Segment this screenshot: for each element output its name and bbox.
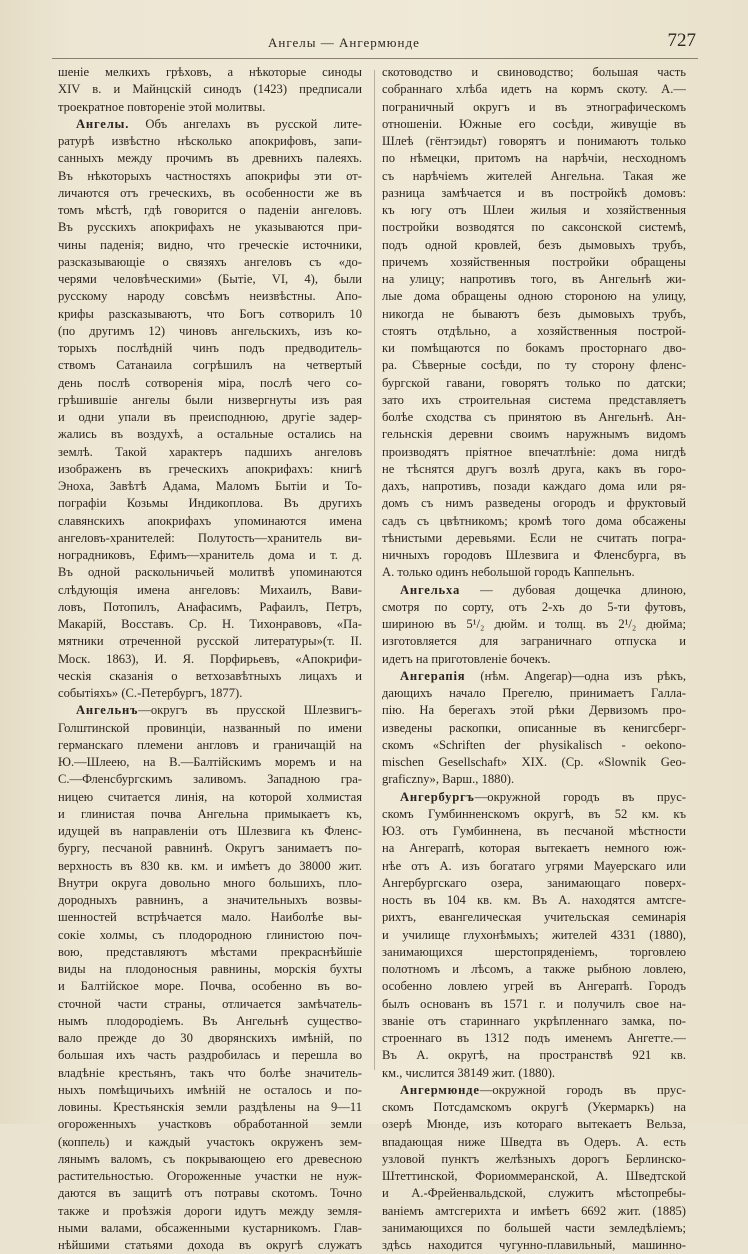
line-text: не тѣснятся другъ возлѣ друга, какъ въ горо- <box>382 461 686 476</box>
line-text: Голштинской провинціи, названный по имени <box>58 720 362 735</box>
text-line <box>382 219 686 236</box>
page-header <box>0 30 748 54</box>
text-line <box>382 357 686 374</box>
text-line <box>58 771 362 788</box>
line-text: собраннаго хлѣба идетъ на кормъ скоту. А.— <box>382 82 686 97</box>
line-text: никогда не бываютъ безъ дымовыхъ трубъ, <box>382 306 686 321</box>
text-line <box>58 254 362 271</box>
text-line <box>58 375 362 392</box>
line-text: лые дома обращены одною стороною на улицу, <box>382 289 686 304</box>
line-text: Въ одной раскольничьей молитвѣ упоминаются <box>58 565 362 580</box>
text-line <box>58 81 362 98</box>
line-text: и А.-Фрейенвальдской, служитъ мѣстопребы- <box>382 1186 686 1201</box>
text-line <box>382 288 686 305</box>
text-line <box>382 702 686 719</box>
text-line <box>382 1065 686 1082</box>
line-text: Внутри округа довольно много большихъ, пло- <box>58 875 362 890</box>
text-line <box>382 306 686 323</box>
line-text: бургской гавани, говорятъ только по датски; <box>382 375 686 390</box>
header-rule <box>52 58 698 59</box>
line-text: Шлеѣ (гёнтэидьт) говорятъ и понимаютъ только <box>382 134 686 148</box>
text-line <box>58 392 362 409</box>
text-line <box>382 1203 686 1220</box>
line-text: и одни упали въ преисподнюю, другіе задер- <box>58 410 362 424</box>
text-line <box>382 875 686 892</box>
text-line <box>58 720 362 737</box>
text-line <box>58 737 362 754</box>
text-line <box>382 789 686 806</box>
text-line <box>58 823 362 840</box>
line-text: разница замѣчается и въ постройкѣ домовъ: <box>382 185 686 200</box>
text-line <box>382 478 686 495</box>
text-line <box>58 806 362 823</box>
line-text: ра. Сѣверные сосѣди, по ту сторону фленс- <box>382 358 686 373</box>
line-text: скотоводство и свиноводство; большая часть <box>382 65 686 79</box>
text-line <box>58 1065 362 1082</box>
line-text: славянскихъ апокрифахъ упоминаются имена <box>58 513 362 528</box>
text-line <box>58 840 362 857</box>
line-text: озерѣ Мюнде, изъ котораго вытекаетъ Вельза, <box>382 1117 686 1132</box>
text-line <box>382 961 686 978</box>
text-line <box>382 323 686 340</box>
line-text: личаются отъ греческихъ, въ особенности же въ <box>58 185 362 200</box>
text-line <box>382 150 686 167</box>
line-text: лянымъ валомъ, съ покрывающею его древесною <box>58 1151 362 1166</box>
text-line <box>58 582 362 599</box>
line-text: садъ съ цвѣтникомъ; кромѣ того дома обсажены <box>382 513 686 528</box>
text-line <box>382 1134 686 1151</box>
line-text: дородныхъ равнинъ, а значительныхъ возвы- <box>58 893 362 907</box>
text-line <box>58 340 362 357</box>
line-text: строеннаго въ 1312 подъ именемъ Ангетте.— <box>382 1031 686 1045</box>
line-text: чины паденія; видно, что греческіе источники, <box>58 237 362 252</box>
line-text: бургу, песчаной равнинѣ. Округъ занимаетъ по- <box>58 841 362 856</box>
line-text: занимающихся по большей части земледѣліемъ; <box>382 1220 686 1235</box>
text-line <box>58 99 362 116</box>
line-text: жались въ воздухѣ, а остальные остались на <box>58 427 362 442</box>
line-text: и глинистая почва Ангельна примыкаетъ къ, <box>58 806 362 821</box>
line-text: мятники отреченной русской литературы»(т. II. <box>58 634 362 649</box>
line-text: А. только одинъ небольшой городъ Каппельнъ. <box>382 565 635 580</box>
line-text: ангеловъ-хранителей: Полутость—хранитель ви- <box>58 530 362 545</box>
text-line <box>58 426 362 443</box>
line-text: также и проѣзжія дороги идутъ между земля- <box>58 1203 362 1218</box>
text-line <box>58 1168 362 1185</box>
line-text: ваніемъ амтсгерихта и имѣетъ 6692 жит. (1885) <box>382 1203 686 1218</box>
line-text: изведены раскопки, описанные въ кенигсберг- <box>382 720 686 735</box>
line-text: ловины. Крестьянскія земли раздѣлены на 9—11 <box>58 1100 362 1114</box>
line-text: идетъ на приготовленіе бочекъ. <box>382 651 551 666</box>
text-line <box>382 737 686 754</box>
line-text: —округъ въ прусской Шлезвигъ- <box>138 703 362 718</box>
text-line <box>382 909 686 926</box>
entry-headword: Ангелы. <box>76 116 130 131</box>
text-line <box>58 996 362 1013</box>
line-text: Въ А. округѣ, на пространствѣ 921 кв. <box>382 1048 686 1063</box>
line-text: Штеттинской, Фориоммеранской, А. Шведтской <box>382 1169 686 1183</box>
text-line <box>382 720 686 737</box>
line-text: землѣ. Такой характеръ падшихъ ангеловъ <box>58 444 362 459</box>
text-line <box>382 340 686 357</box>
line-text: постройки возводятся по саксонской системѣ, <box>382 220 686 235</box>
text-line <box>58 133 362 150</box>
line-text: разсказывающіе о связяхъ ангеловъ съ «до- <box>58 254 362 269</box>
text-line <box>382 996 686 1013</box>
line-text: верхность въ 830 кв. км. и имѣетъ до 38000 жит. <box>58 858 362 873</box>
line-text: ницею считается линія, на которой холмистая <box>58 789 362 804</box>
line-text: черями человѣческими» (Бытіе, VI, 4), были <box>58 272 362 286</box>
text-line <box>58 513 362 530</box>
line-text: — дубовая дощечка длиною, <box>460 582 686 597</box>
line-text: скомъ Потсдамскомъ округѣ (Укермаркъ) на <box>382 1100 686 1114</box>
line-text: и училище глухонѣмыхъ; жителей 4331 (1880), <box>382 927 686 942</box>
line-text: Ю.—Шлеею, на В.—Балтійскимъ моремъ и на <box>58 755 362 769</box>
text-line <box>382 99 686 116</box>
column-divider <box>374 70 375 1070</box>
line-text: событіяхъ» (С.-Петербургъ, 1877). <box>58 686 243 700</box>
text-line <box>58 858 362 875</box>
line-text: Макарій, Восставъ. Ср. Н. Тихонравовъ, «Па- <box>58 617 362 631</box>
text-line <box>58 927 362 944</box>
line-text: зато ихъ строительная система представляетъ <box>382 392 686 407</box>
text-line <box>382 668 686 685</box>
line-text: Эноха, Завѣтѣ Адама, Маломъ Бытіи и То- <box>58 479 362 493</box>
line-text: званіе отъ стариннаго укрѣпленнаго замка, по- <box>382 1013 686 1028</box>
line-text: ными валами, обсаженными кустарникомъ. Глав- <box>58 1220 362 1235</box>
text-line <box>58 1116 362 1133</box>
line-text: ческія сказанія о ветхозавѣтныхъ лицахъ и <box>58 668 362 683</box>
line-text: здѣсь находится чугунно-плавильный, машинно- <box>382 1238 686 1252</box>
line-text: томъ мѣстѣ, гдѣ говорится о паденіи ангеловъ. <box>58 203 362 217</box>
text-line <box>382 81 686 98</box>
text-line <box>382 64 686 81</box>
line-text: былъ основанъ въ 1571 г. и получилъ свое на- <box>382 996 686 1011</box>
line-text: къ югу отъ Шлеи жилыя и хозяйственныя <box>382 203 686 217</box>
line-text: (нѣм. Angerap)—одна изъ рѣкъ, <box>465 668 686 683</box>
text-line <box>382 1047 686 1064</box>
line-text: на Ангерапѣ, которая вытекаетъ немного юж- <box>382 841 686 856</box>
line-text: XIV в. и Майнцскій синодъ (1423) предписали <box>58 82 362 97</box>
line-text: подъ одной кровлей, безъ дымовыхъ трубъ, <box>382 237 686 252</box>
text-line <box>382 858 686 875</box>
line-text: mischen Gesellschaft» XIX. (Ср. «Slownik Geo- <box>382 755 686 769</box>
text-line <box>382 564 686 581</box>
line-text: грѣшившіе ангелы были низвергнуты изъ рая <box>58 392 362 407</box>
line-text: сточной части страны, отличается замѣчатель- <box>58 996 362 1011</box>
line-text: слѣдующія имена ангеловъ: Михаилъ, Вави- <box>58 582 362 597</box>
entry-headword: Ангельха <box>400 582 461 597</box>
text-line <box>382 633 686 650</box>
line-text: нѣйшими статьями дохода въ округѣ служатъ <box>58 1238 362 1252</box>
text-line <box>58 202 362 219</box>
line-text: (по другимъ 12) чиновъ ангельскихъ, изъ ко- <box>58 323 362 338</box>
line-text: изготовляется для заграничнаго отпуска и <box>382 634 686 649</box>
text-line <box>382 1237 686 1254</box>
text-line <box>382 375 686 392</box>
line-text: растительностью. Огороженные участки не нуж- <box>58 1169 362 1183</box>
text-line <box>382 461 686 478</box>
text-line <box>58 978 362 995</box>
text-line <box>382 978 686 995</box>
line-text: Въ нѣкоторыхъ частностяхъ апокрифы эти от- <box>58 168 362 183</box>
text-line <box>382 892 686 909</box>
line-text: производятъ пріятное впечатлѣніе: дома нигдѣ <box>382 444 686 459</box>
text-line <box>58 1099 362 1116</box>
text-line <box>382 806 686 823</box>
text-line <box>58 875 362 892</box>
text-line <box>58 219 362 236</box>
text-line <box>58 1030 362 1047</box>
text-line <box>58 909 362 926</box>
text-line <box>58 547 362 564</box>
text-line <box>58 150 362 167</box>
text-line <box>382 202 686 219</box>
text-line <box>382 547 686 564</box>
line-text: смотря по сорту, отъ 2-хъ до 5-ти футовъ, <box>382 599 686 614</box>
text-line <box>58 668 362 685</box>
line-text: —окружной городъ въ прус- <box>474 789 686 804</box>
text-line <box>382 426 686 443</box>
line-text: дающихъ начало Прегелю, принимаетъ Галла- <box>382 686 686 700</box>
text-line <box>382 1030 686 1047</box>
text-line <box>58 1082 362 1099</box>
text-line <box>382 944 686 961</box>
line-text: на улицу; напротивъ того, въ Ангельнѣ жи- <box>382 272 686 286</box>
entry-headword: Ангерапія <box>400 668 466 683</box>
line-text: рихтъ, евангелическая учительская семинарія <box>382 910 686 925</box>
line-text: отношеніи. Южные его сосѣди, живущіе въ <box>382 116 686 131</box>
text-line <box>58 1047 362 1064</box>
text-line <box>382 530 686 547</box>
entry-headword: Ангербургъ <box>400 789 475 804</box>
text-line <box>58 651 362 668</box>
text-line <box>382 116 686 133</box>
line-text: русскому народу совсѣмъ неизвѣстны. Апо- <box>58 289 362 304</box>
line-text: стоятъ отдѣльно, а хозяйственныя построй- <box>382 323 686 338</box>
line-text: шеніе мелкихъ грѣховъ, а нѣкоторые синоды <box>58 65 362 79</box>
text-line <box>382 513 686 530</box>
line-text: санныхъ между прочимъ въ древнихъ палеяхъ. <box>58 151 362 166</box>
text-line <box>58 288 362 305</box>
line-text: ноградниковъ, Ефимъ—хранитель дома и т. д. <box>58 548 362 562</box>
line-text: и Балтійское море. Почва, особенно въ во- <box>58 979 362 994</box>
text-line <box>58 599 362 616</box>
line-text: ствомъ Сатанаила согрѣшилъ на четвертый <box>58 358 362 373</box>
line-text: причемъ хозяйственныя постройки обращены <box>382 254 686 269</box>
text-line <box>58 1013 362 1030</box>
text-line <box>382 1082 686 1099</box>
line-text: изображенъ въ греческихъ апокрифахъ: книгѣ <box>58 461 362 476</box>
text-line <box>58 116 362 133</box>
text-line <box>382 1220 686 1237</box>
line-text: по нѣмецки, притомъ на нарѣчіи, несходномъ <box>382 151 686 166</box>
line-text: тѣнистыми деревьями. Если не считать погра- <box>382 530 686 545</box>
line-text: узловой пунктъ желѣзныхъ дорогъ Берлинско- <box>382 1151 686 1166</box>
text-line <box>382 133 686 150</box>
line-text: троекратное повтореніе этой молитвы. <box>58 99 266 114</box>
text-line <box>382 495 686 512</box>
text-line <box>58 1134 362 1151</box>
line-text: ловъ, Потопилъ, Анафасимъ, Рафаилъ, Петръ, <box>58 599 362 614</box>
line-text: ЮЗ. отъ Гумбиннена, въ песчаной мѣстности <box>382 824 686 838</box>
text-line <box>382 237 686 254</box>
line-text: огороженныхъ участковъ обработанной земли <box>58 1117 362 1132</box>
text-line <box>382 582 686 599</box>
line-text: пографіи Козьмы Индикоплова. Въ другихъ <box>58 496 362 511</box>
text-line <box>382 1168 686 1185</box>
right-column <box>382 64 686 1254</box>
line-text: С.—Фленсбургскимъ заливомъ. Западною гра- <box>58 772 362 787</box>
text-line <box>58 444 362 461</box>
line-text: Моск. 1863), И. Я. Порфирьевъ, «Апокрифи- <box>58 651 362 666</box>
text-line <box>58 409 362 426</box>
text-line <box>58 357 362 374</box>
entry-headword: Ангельнъ <box>76 703 139 718</box>
line-text: км., числится 38149 жит. (1880). <box>382 1065 556 1080</box>
line-text: съ нарѣчіемъ жителей Ангельна. Такая же <box>382 168 686 183</box>
text-line <box>382 1185 686 1202</box>
line-text: полотномъ и лѣсомъ, а также рыбною ловлею, <box>382 962 686 976</box>
text-line <box>58 168 362 185</box>
text-line <box>382 392 686 409</box>
text-line <box>382 254 686 271</box>
running-head: Ангелы — Ангермюнде <box>268 35 420 50</box>
text-line <box>382 168 686 185</box>
text-line <box>58 961 362 978</box>
line-text: Объ ангелахъ въ русской лите- <box>129 116 362 131</box>
text-line <box>58 892 362 909</box>
line-text: —окружной городъ въ прус- <box>479 1082 686 1097</box>
text-line <box>58 789 362 806</box>
line-text: ничныхъ городовъ Шлезвига и Фленсбурга, въ <box>382 548 686 562</box>
line-text: Въ русскихъ апокрифахъ не указываются при- <box>58 220 362 235</box>
text-line <box>382 1151 686 1168</box>
line-text: дахъ, напротивъ, позади каждаго дома или ря- <box>382 479 686 493</box>
line-text: Ангербургскаго озера, занимающаго поверх- <box>382 875 686 890</box>
text-line <box>382 1013 686 1030</box>
line-text: ность въ 104 кв. км. Въ А. находятся амтсге- <box>382 893 686 907</box>
line-text: германскаго племени англовъ и граничащій на <box>58 737 362 752</box>
line-text: вало прежде до 30 дворянскихъ имѣній, по <box>58 1031 362 1045</box>
text-line <box>382 1099 686 1116</box>
text-line <box>58 530 362 547</box>
line-text: день послѣ сотворенія міра, послѣ чего со- <box>58 375 362 390</box>
text-line <box>382 685 686 702</box>
line-text: идущей въ направленіи отъ Шлезвига къ Фленс- <box>58 824 362 838</box>
text-line <box>382 444 686 461</box>
line-text: ратурѣ извѣстно нѣсколько апокрифовъ, запи- <box>58 134 362 148</box>
line-text: шенностей встрѣчается мало. Наиболѣе вы- <box>58 910 362 925</box>
text-line <box>58 495 362 512</box>
line-text: скомъ Гумбинненскомъ округѣ, въ 52 км. къ <box>382 806 686 821</box>
line-text: крифы разсказываютъ, что Богъ сотворилъ 10 <box>58 306 362 321</box>
text-line <box>58 685 362 702</box>
line-text: скомъ «Schriften der physikalisch - oekono- <box>382 737 686 752</box>
text-line <box>58 461 362 478</box>
text-line <box>58 1237 362 1254</box>
text-line <box>58 1151 362 1168</box>
line-text: ки помѣщаются по бокамъ просторнаго дво- <box>382 341 686 355</box>
text-line <box>382 754 686 771</box>
text-line <box>382 840 686 857</box>
line-text: пограничный округъ и въ этнографическомъ <box>382 99 686 114</box>
text-line <box>58 185 362 202</box>
text-line <box>382 271 686 288</box>
line-text: виды на плодоносныя равнины, морскія бухты <box>58 962 362 976</box>
text-line <box>382 616 686 633</box>
text-line <box>58 944 362 961</box>
text-line <box>58 271 362 288</box>
text-line <box>58 323 362 340</box>
line-text: нѣе отъ А. изъ богатаго угрями Мауерскаго или <box>382 858 686 873</box>
text-line <box>58 64 362 81</box>
text-line <box>58 616 362 633</box>
line-text: даются въ защитѣ отъ потравы скотомъ. Точно <box>58 1186 362 1201</box>
line-text: (коппель) и каждый участокъ окруженъ зем- <box>58 1134 362 1149</box>
line-text: владѣніе крестьянъ, такъ что болѣе значитель- <box>58 1065 362 1080</box>
text-line <box>382 927 686 944</box>
line-text: гельнскія деревни своимъ наружнымъ видомъ <box>382 427 686 442</box>
text-line <box>382 771 686 788</box>
text-line <box>58 478 362 495</box>
line-text: сокіе холмы, съ плодородною глинистою поч- <box>58 927 362 942</box>
line-text: домъ съ нимъ разведены огородъ и фруктовый <box>382 496 686 511</box>
text-line <box>58 633 362 650</box>
line-text: ныхъ помѣщичьихъ имѣній не осталось и по- <box>58 1082 362 1097</box>
line-text: торыхъ послѣдній чинъ подъ предводитель- <box>58 341 362 355</box>
text-line <box>58 306 362 323</box>
text-line <box>382 1116 686 1133</box>
line-text: вою, представляютъ мѣстами прекраснѣйшіе <box>58 944 362 959</box>
page-number: 727 <box>667 30 696 51</box>
text-line <box>58 1203 362 1220</box>
text-line <box>382 651 686 668</box>
text-line <box>58 564 362 581</box>
text-line <box>58 1185 362 1202</box>
text-line <box>58 1220 362 1237</box>
line-text: большая ихъ часть раздробилась и перешла во <box>58 1048 362 1063</box>
text-line <box>382 599 686 616</box>
line-text: пію. На берегахъ этой рѣки Дервизомъ про- <box>382 703 686 718</box>
text-line <box>58 754 362 771</box>
text-line <box>382 823 686 840</box>
text-line <box>382 409 686 426</box>
text-line <box>58 237 362 254</box>
entry-headword: Ангермюнде <box>400 1082 480 1097</box>
left-column <box>58 64 362 1254</box>
line-text: болѣе сходства съ принятою въ Ангельнѣ. Ан- <box>382 410 686 424</box>
line-text: занимающихся шерстопряденіемъ, торговлею <box>382 944 686 959</box>
text-line <box>382 185 686 202</box>
text-line <box>58 702 362 719</box>
line-text: шириною въ 5¹/₂ дюйм. и толщ. въ 2¹/₂ дюйма; <box>382 617 686 631</box>
line-text: нымъ плодородіемъ. Въ Ангельнѣ существо- <box>58 1013 362 1028</box>
line-text: graficzny», Варш., 1880). <box>382 772 515 787</box>
line-text: особенно ловлею угрей въ Ангерапѣ. Городъ <box>382 979 686 994</box>
line-text: впадающая ниже Шведта въ Одеръ. А. есть <box>382 1134 686 1149</box>
